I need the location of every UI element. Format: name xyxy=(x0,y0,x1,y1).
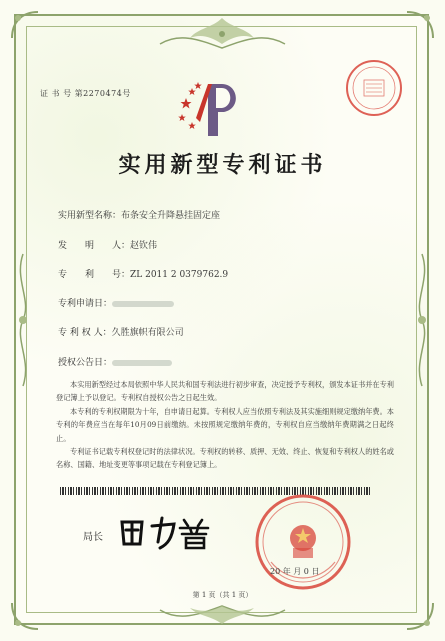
sipo-logo-icon xyxy=(178,78,248,140)
bottom-ornament-icon xyxy=(150,600,295,630)
page-number: 第 1 页（共 1 页） xyxy=(192,591,253,599)
redacted-value xyxy=(112,301,174,307)
paragraph: 本实用新型经过本局依照中华人民共和国专利法进行初步审查，决定授予专利权，颁发本证书并在专利登记簿上予以登记。专利权自授权公告之日起生效。 xyxy=(56,380,394,403)
field-label: 实用新型名称： xyxy=(58,211,122,221)
corner-ornament-icon xyxy=(403,599,437,633)
field-value: 布条安全升降悬挂固定座 xyxy=(121,211,221,221)
field-application-date xyxy=(58,296,174,309)
right-ornament-icon xyxy=(409,250,435,390)
paragraph: 本专利的专利权期限为十年，自申请日起算。专利权人应当依照专利法及其实施细则规定缴纳年费。本专利的年费应当在每年10月09日前缴纳。未按照规定缴纳年费的，专利权自应当缴纳年费期满之日起终止。 xyxy=(56,407,394,443)
field-patent-number xyxy=(58,267,228,280)
field-utility-model-name xyxy=(58,208,220,221)
certificate-title: 实用新型专利证书 xyxy=(118,152,327,178)
field-value: ZL 2011 2 0379762.9 xyxy=(130,270,229,280)
issue-date: 20 年 月 0 日 xyxy=(270,567,320,576)
field-label: 授权公告日： xyxy=(58,358,113,368)
field-value: 久胜旗帜有限公司 xyxy=(111,328,184,338)
top-stamp-icon xyxy=(344,58,404,118)
field-label: 专 利 号： xyxy=(58,270,131,280)
corner-ornament-icon xyxy=(8,8,42,42)
top-ornament-icon xyxy=(150,14,295,52)
corner-ornament-icon xyxy=(403,8,437,42)
left-ornament-icon xyxy=(10,250,36,390)
field-inventor xyxy=(58,238,157,251)
director-label: 局长 xyxy=(83,532,103,543)
corner-ornament-icon xyxy=(8,599,42,633)
field-label: 发 明 人： xyxy=(58,241,131,251)
field-grant-date xyxy=(58,355,172,368)
director-signature-icon xyxy=(118,512,218,552)
redacted-value xyxy=(112,360,172,366)
certificate-number: 证 书 号 第2270474号 xyxy=(40,89,131,98)
field-label: 专利申请日： xyxy=(58,299,113,309)
field-label: 专 利 权 人： xyxy=(58,328,112,338)
field-value: 赵钦伟 xyxy=(130,241,158,251)
paragraph: 专利证书记载专利权登记时的法律状况。专利权的转移、质押、无效、终止、恢复和专利权人的姓名或名称、国籍、地址变更等事项记载在专利登记簿上。 xyxy=(56,447,394,470)
field-patentee xyxy=(58,325,184,338)
official-seal-icon xyxy=(253,492,353,592)
